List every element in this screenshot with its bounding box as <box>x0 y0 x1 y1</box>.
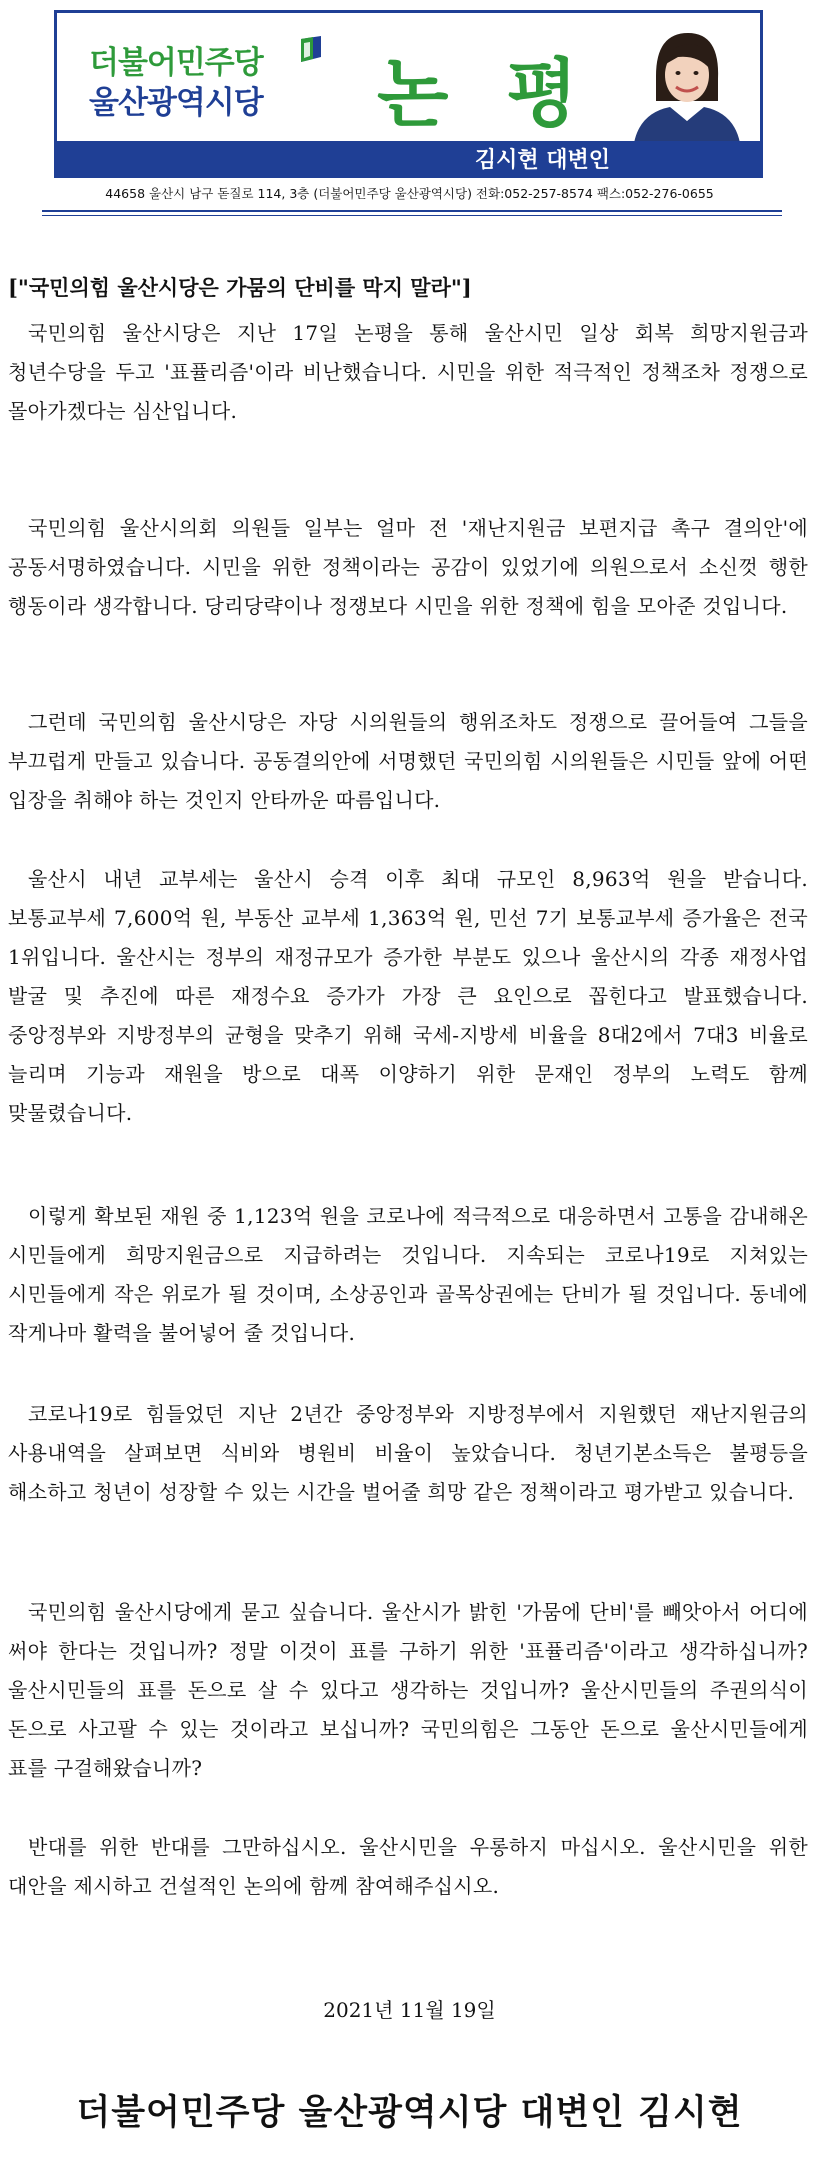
header-divider-top <box>42 210 782 212</box>
contact-address: 44658 울산시 남구 돋질로 114, 3층 (더불어민주당 울산광역시당) 전화:052-257-8574 팩스:052-276-0655 <box>105 186 714 201</box>
press-header <box>54 10 763 178</box>
paragraph-4: 울산시 내년 교부세는 울산시 승격 이후 최대 규모인 8,963억 원을 받습니다. 보통교부세 7,600억 원, 부동산 교부세 1,363억 원, 민선 7기 보통교부세 증가율은 전국 1위입니다. 울산시는 정부의 재정규모가 증가한 부분도 있으나 울산시의 각종 재정사업 발굴 및 추진에 따른 재정수요 증가가 가장 큰 요인으로 꼽힌다고 발표했습니다. 중앙정부와 지방정부의 균형을 맞추기 위해 국세-지방세 비율을 8대2에서 7대3 비율로 늘리며 기능과 재원을 방으로 대폭 이양하기 위한 문재인 정부의 노력도 함께 맞물렸습니다. <box>8 867 808 1125</box>
doc-type-title: 논 평 <box>377 51 594 137</box>
spokesperson-photo <box>626 21 746 143</box>
statement-headline: ["국민의힘 울산시당은 가뭄의 단비를 막지 말라"] <box>8 275 472 300</box>
party-name-line1: 더불어민주당 <box>89 45 263 81</box>
paragraph-1: 국민의힘 울산시당은 지난 17일 논평을 통해 울산시민 일상 회복 희망지원금과 청년수당을 두고 '표퓰리즘'이라 비난했습니다. 시민을 위한 적극적인 정책조차 정쟁으로 몰아가겠다는 심산입니다. <box>8 321 808 423</box>
party-flag-icon <box>299 35 325 67</box>
statement-signature: 더불어민주당 울산광역시당 대변인 김시현 <box>76 2093 743 2133</box>
spokesperson-label: 김시현 대변인 <box>474 148 610 173</box>
paragraph-7: 국민의힘 울산시당에게 묻고 싶습니다. 울산시가 밝힌 '가뭄에 단비'를 빼앗아서 어디에 써야 한다는 것입니까? 정말 이것이 표를 구하기 위한 '표퓰리즘'이라고 생각하십니까? 울산시민들의 표를 돈으로 살 수 있다고 생각하는 것입니까? 울산시민들의 주권의식이 돈으로 사고팔 수 있는 것이라고 보십니까? 국민의힘은 그동안 돈으로 울산시민들에게 표를 구걸해왔습니까? <box>8 1600 808 1780</box>
header-divider-bottom <box>42 215 782 216</box>
paragraph-3: 그런데 국민의힘 울산시당은 자당 시의원들의 행위조차도 정쟁으로 끌어들여 그들을 부끄럽게 만들고 있습니다. 공동결의안에 서명했던 국민의힘 시의원들은 시민들 앞에 어떤 입장을 취해야 하는 것인지 안타까운 따름입니다. <box>8 710 808 812</box>
paragraph-2: 국민의힘 울산시의회 의원들 일부는 얼마 전 '재난지원금 보편지급 촉구 결의안'에 공동서명하였습니다. 시민을 위한 정책이라는 공감이 있었기에 의원으로서 소신껏 행한 행동이라 생각합니다. 당리당략이나 정쟁보다 시민을 위한 정책에 힘을 모아준 것입니다. <box>8 516 808 618</box>
paragraph-8: 반대를 위한 반대를 그만하십시오. 울산시민을 우롱하지 마십시오. 울산시민을 위한 대안을 제시하고 건설적인 논의에 함께 참여해주십시오. <box>8 1835 808 1898</box>
party-logo <box>89 43 319 123</box>
spokesperson-band <box>57 141 760 175</box>
paragraph-6: 코로나19로 힘들었던 지난 2년간 중앙정부와 지방정부에서 지원했던 재난지원금의 사용내역을 살펴보면 식비와 병원비 비율이 높았습니다. 청년기본소득은 불평등을 해소하고 청년이 성장할 수 있는 시간을 벌어줄 희망 같은 정책이라고 평가받고 있습니다. <box>8 1402 808 1504</box>
paragraph-5: 이렇게 확보된 재원 중 1,123억 원을 코로나에 적극적으로 대응하면서 고통을 감내해온 시민들에게 희망지원금으로 지급하려는 것입니다. 지속되는 코로나19로 지쳐있는 시민들에게 작은 위로가 될 것이며, 소상공인과 골목상권에는 단비가 될 것입니다. 동네에 작게나마 활력을 불어넣어 줄 것입니다. <box>8 1204 808 1345</box>
party-name-line2: 울산광역시당 <box>89 85 263 121</box>
statement-date: 2021년 11월 19일 <box>323 1998 496 2022</box>
